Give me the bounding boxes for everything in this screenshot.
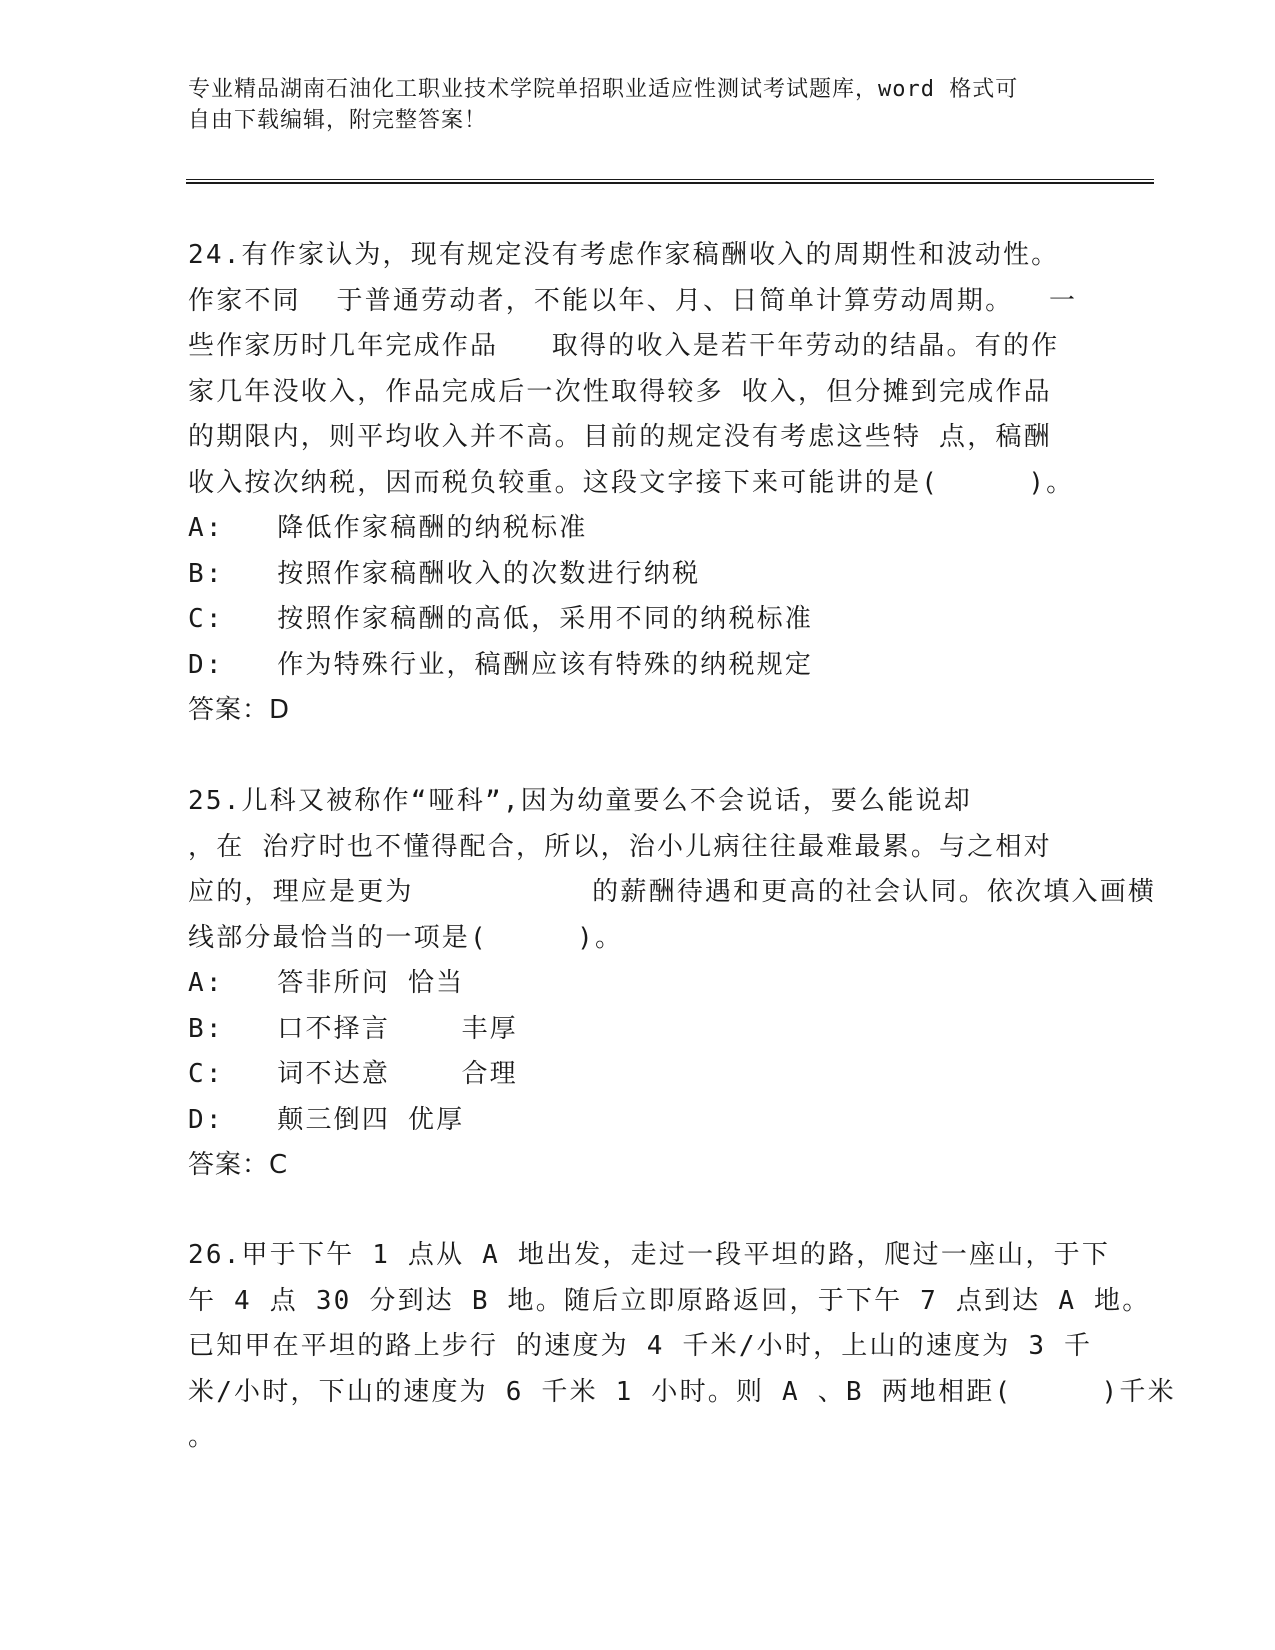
option-d: D: 作为特殊行业，稿酬应该有特殊的纳税规定 bbox=[188, 649, 814, 680]
question-text-line: ，在 治疗时也不懂得配合，所以，治小儿病往往最难最累。与之相对 bbox=[188, 831, 1052, 862]
question-text-line: 的期限内，则平均收入并不高。目前的规定没有考虑这些特 点，稿酬 bbox=[188, 422, 1052, 452]
header-divider-thick bbox=[186, 182, 1154, 184]
question-text-line: 。 bbox=[188, 1422, 217, 1452]
question-text-line: 25.儿科又被称作“哑科”,因为幼童要么不会说话，要么能说却 bbox=[188, 786, 972, 816]
question-24 bbox=[188, 233, 1088, 734]
option-b: B: 口不择言 丰厚 bbox=[188, 1013, 518, 1044]
header-title-line-2: 自由下载编辑，附完整答案！ bbox=[188, 108, 488, 133]
question-text-line: 24.有作家认为，现有规定没有考虑作家稿酬收入的周期性和波动性。 bbox=[188, 240, 1060, 270]
question-text-line: 26.甲于下午 1 点从 A 地出发，走过一段平坦的路，爬过一座山，于下 bbox=[188, 1240, 1111, 1270]
option-a: A: 降低作家稿酬的纳税标准 bbox=[188, 513, 588, 543]
answer-line: 答案：D bbox=[188, 695, 291, 725]
option-d: D: 颠三倒四 优厚 bbox=[188, 1104, 465, 1135]
question-25 bbox=[188, 779, 1157, 1189]
question-text-line: 应的，理应是更为 的薪酬待遇和更高的社会认同。依次填入画横 bbox=[188, 877, 1157, 907]
question-text-line: 已知甲在平坦的路上步行 的速度为 4 千米/小时，上山的速度为 3 千 bbox=[188, 1331, 1093, 1361]
document-header bbox=[188, 74, 1088, 136]
question-26 bbox=[188, 1233, 1176, 1461]
question-text-line: 线部分最恰当的一项是( )。 bbox=[188, 922, 624, 953]
answer-line: 答案：C bbox=[188, 1150, 289, 1180]
question-text-line: 些作家历时几年完成作品 取得的收入是若干年劳动的结晶。有的作 bbox=[188, 331, 1060, 361]
header-title-line-1: 专业精品湖南石油化工职业技术学院单招职业适应性测试考试题库，word 格式可 bbox=[188, 77, 1019, 102]
question-text-line: 作家不同 于普通劳动者，不能以年、月、日简单计算劳动周期。 一 bbox=[188, 285, 1078, 316]
question-text-line: 家几年没收入，作品完成后一次性取得较多 收入，但分摊到完成作品 bbox=[188, 376, 1052, 407]
option-c: C: 词不达意 合理 bbox=[188, 1059, 518, 1089]
question-text-line: 午 4 点 30 分到达 B 地。随后立即原路返回，于下午 7 点到达 A 地。 bbox=[188, 1285, 1151, 1316]
header-divider-thin bbox=[186, 179, 1154, 180]
option-b: B: 按照作家稿酬收入的次数进行纳税 bbox=[188, 558, 701, 589]
option-a: A: 答非所问 恰当 bbox=[188, 968, 465, 998]
question-text-line: 收入按次纳税，因而税负较重。这段文字接下来可能讲的是( )。 bbox=[188, 467, 1075, 498]
option-c: C: 按照作家稿酬的高低，采用不同的纳税标准 bbox=[188, 604, 814, 634]
question-text-line: 米/小时，下山的速度为 6 千米 1 小时。则 A 、B 两地相距( )千米 bbox=[188, 1376, 1176, 1407]
